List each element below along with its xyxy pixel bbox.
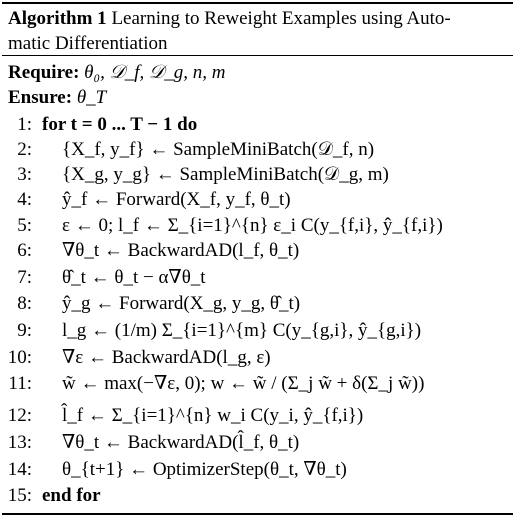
- line-statement: l̂_f ← Σ_{i=1}^{n} w_i C(y_i, ŷ_{f,i}): [62, 405, 364, 426]
- algorithm-line: [2, 430, 513, 456]
- line-statement: ŷ_g ← Forward(X_g, y_g, θ̂_t): [62, 293, 301, 314]
- algorithm-line: [2, 265, 513, 291]
- title-rule: [2, 55, 513, 56]
- algorithm-line: [2, 345, 513, 371]
- algorithm-label: Algorithm 1: [8, 8, 107, 29]
- line-statement: ŷ_f ← Forward(X_f, y_f, θ_t): [62, 189, 291, 210]
- line-number: 6:: [17, 240, 32, 261]
- bottom-rule: [2, 513, 513, 515]
- line-statement: l_g ← (1/m) Σ_{i=1}^{m} C(y_{g,i}, ŷ_{g,i}): [62, 320, 422, 341]
- line-statement: ∇θ_t ← BackwardAD(l̂_f, θ_t): [62, 432, 300, 453]
- algorithm-line: [2, 403, 513, 429]
- line-statement: θ̂_t ← θ_t − α∇θ_t: [62, 267, 206, 288]
- algorithm-title-line1: Learning to Reweight Examples using Auto-: [111, 8, 451, 29]
- line-number: 3:: [17, 164, 32, 185]
- top-rule: [2, 2, 513, 4]
- line-number: 9:: [17, 320, 32, 341]
- line-statement: ∇ε ← BackwardAD(l_g, ε): [62, 347, 271, 368]
- line-statement: {X_g, y_g} ← SampleMiniBatch(𝒟_g, m): [62, 164, 389, 185]
- line-number: 5:: [17, 215, 32, 236]
- algorithm-line: [2, 162, 513, 188]
- line-number: 7:: [17, 267, 32, 288]
- require-text: θ₀, 𝒟_f, 𝒟_g, n, m: [84, 62, 226, 83]
- line-statement: {X_f, y_f} ← SampleMiniBatch(𝒟_f, n): [62, 139, 375, 160]
- algorithm-title: [8, 6, 508, 56]
- line-number: 15:: [7, 485, 32, 506]
- line-statement: ε ← 0; l_f ← Σ_{i=1}^{n} ε_i C(y_{f,i}, ŷ_{f,i}): [62, 215, 443, 236]
- line-number: 11:: [8, 373, 32, 394]
- line-statement: end for: [42, 485, 101, 506]
- line-number: 8:: [17, 293, 32, 314]
- algorithm-line: [2, 213, 513, 239]
- algorithm-line: [2, 112, 513, 138]
- line-number: 13:: [7, 432, 32, 453]
- algorithm-line: [2, 238, 513, 264]
- require-keyword: Require:: [8, 62, 80, 83]
- ensure-line: [8, 85, 106, 110]
- line-number: 14:: [7, 459, 32, 480]
- algorithm-line: [2, 187, 513, 213]
- ensure-keyword: Ensure:: [8, 87, 73, 108]
- algorithm-line: [2, 318, 513, 344]
- line-statement: θ_{t+1} ← OptimizerStep(θ_t, ∇θ_t): [62, 459, 347, 480]
- algorithm-line: [2, 291, 513, 317]
- line-number: 1:: [17, 114, 32, 135]
- algorithm-line: [2, 483, 513, 509]
- line-number: 4:: [17, 189, 32, 210]
- line-number: 10:: [7, 347, 32, 368]
- line-statement: for t = 0 ... T − 1 do: [42, 114, 198, 135]
- line-statement: ∇θ_t ← BackwardAD(l_f, θ_t): [62, 240, 300, 261]
- line-number: 2:: [17, 139, 32, 160]
- ensure-text: θ_T: [76, 87, 107, 108]
- algorithm-line: [2, 137, 513, 163]
- algorithm-line: [2, 371, 513, 397]
- algorithm-box: [2, 2, 513, 515]
- algorithm-line: [2, 457, 513, 483]
- line-number: 12:: [7, 405, 32, 426]
- require-line: [8, 60, 225, 85]
- algorithm-title-line2: matic Differentiation: [8, 33, 168, 54]
- line-statement: w̃ ← max(−∇ε, 0); w ← w̃ / (Σ_j w̃ + δ(Σ_j w̃)): [62, 373, 425, 394]
